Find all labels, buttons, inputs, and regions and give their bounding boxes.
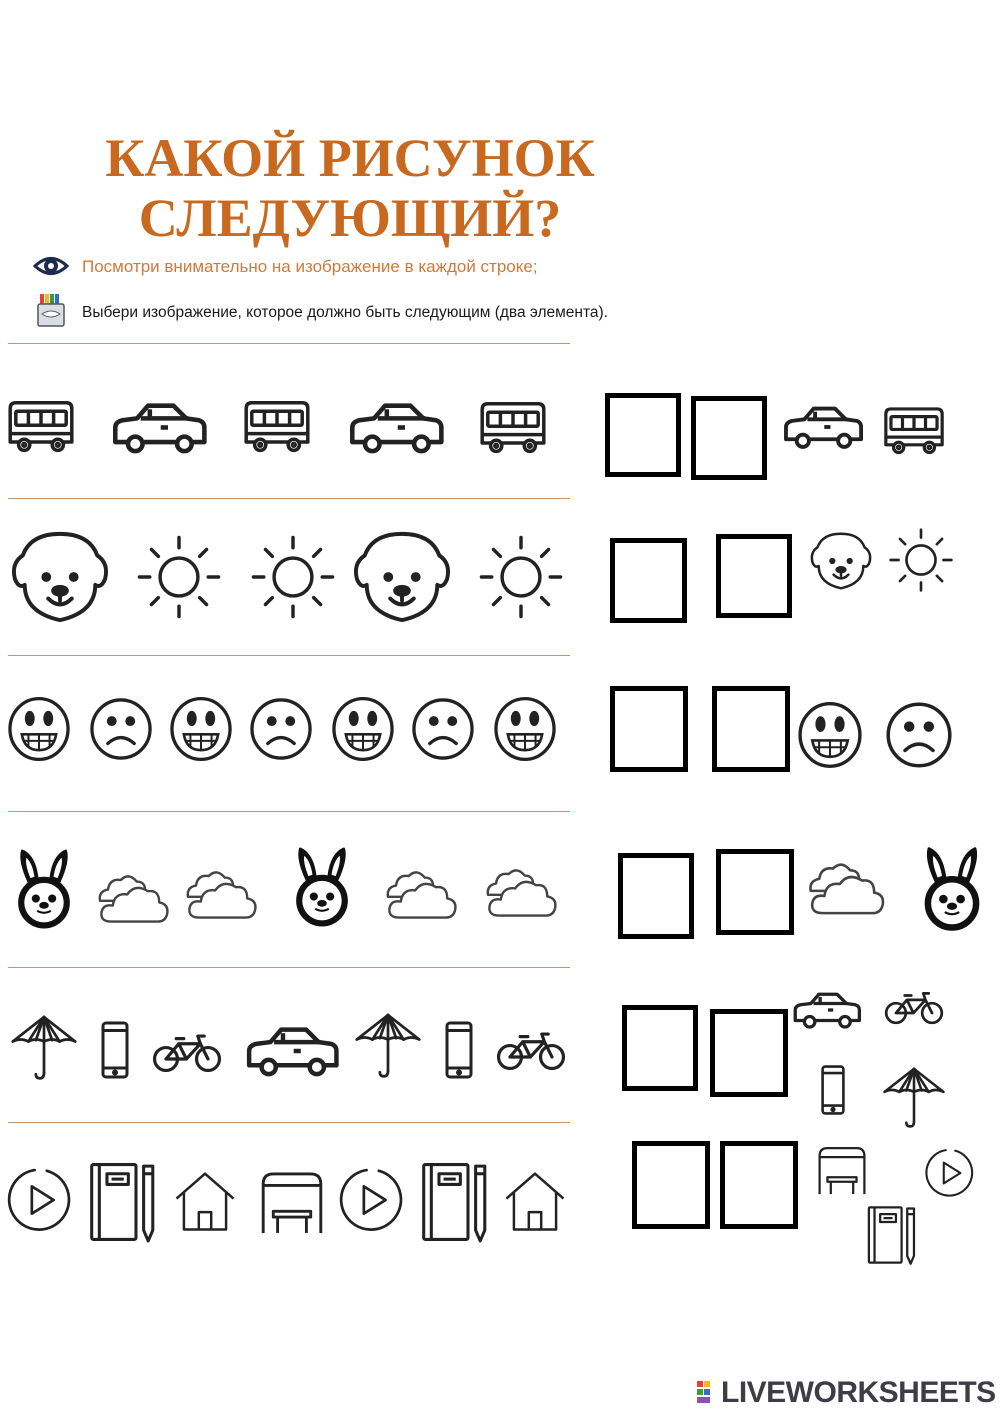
bus-stop-option-icon[interactable] [814, 1144, 870, 1196]
bunny-icon [10, 840, 78, 938]
answer-box[interactable] [610, 686, 688, 772]
dog-icon [352, 528, 452, 626]
sad-face-option-icon[interactable] [884, 698, 954, 772]
worksheet-title-line-2: СЛЕДУЮЩИЙ? [138, 188, 562, 248]
car-icon [108, 400, 208, 455]
house-icon [174, 1160, 236, 1242]
sun-icon [250, 528, 336, 626]
happy-face-icon [6, 694, 72, 764]
sad-face-icon [248, 694, 314, 764]
answer-box[interactable] [622, 1005, 698, 1091]
play-button-icon [6, 1162, 74, 1238]
car-option-icon[interactable] [790, 988, 862, 1032]
answer-box[interactable] [712, 686, 790, 772]
answer-box[interactable] [618, 853, 694, 939]
sun-icon [478, 528, 564, 626]
bunny-option-icon[interactable] [916, 836, 988, 942]
row-divider [8, 811, 570, 812]
happy-face-icon [168, 694, 234, 764]
liveworksheets-watermark [697, 1376, 996, 1410]
instruction-choose: Выбери изображение, которое должно быть следующим (два элемента). [82, 304, 608, 321]
cloud-icon [380, 868, 460, 924]
watermark-text: LIVEWORKSHEETS [721, 1376, 996, 1409]
sad-face-icon [88, 694, 154, 764]
cloud-icon [180, 868, 260, 924]
happy-face-icon [492, 694, 558, 764]
bus-icon [478, 401, 548, 457]
notebook-icon [88, 1160, 158, 1244]
row-divider [8, 1122, 570, 1123]
phone-option-icon[interactable] [820, 1064, 846, 1116]
dog-option-icon[interactable] [806, 530, 876, 592]
happy-face-icon [330, 694, 396, 764]
cloud-option-icon[interactable] [802, 860, 888, 920]
play-button-icon [338, 1162, 406, 1238]
bicycle-icon [496, 1026, 566, 1074]
answer-box[interactable] [610, 538, 687, 623]
row-divider [8, 967, 570, 968]
umbrella-icon [10, 1006, 78, 1088]
car-icon [242, 1020, 340, 1082]
notebook-option-icon[interactable] [866, 1204, 918, 1266]
bus-option-icon[interactable] [882, 406, 946, 458]
bus-icon [6, 400, 76, 456]
instruction-look: Посмотри внимательно на изображение в каждой строке; [82, 257, 538, 276]
eye-icon [33, 253, 69, 279]
bus-stop-icon [256, 1168, 328, 1236]
answer-box[interactable] [605, 393, 681, 477]
umbrella-option-icon[interactable] [882, 1058, 946, 1136]
bus-icon [242, 400, 312, 456]
row-divider [8, 655, 570, 656]
bicycle-icon [152, 1028, 222, 1076]
answer-box[interactable] [691, 396, 767, 480]
bicycle-option-icon[interactable] [884, 986, 944, 1028]
happy-face-option-icon[interactable] [796, 694, 864, 776]
answer-box[interactable] [710, 1009, 788, 1097]
dog-icon [10, 528, 110, 626]
answer-box[interactable] [716, 849, 794, 935]
crayons-icon [36, 292, 66, 328]
answer-box[interactable] [716, 534, 792, 618]
bunny-icon [288, 838, 356, 936]
sun-icon [136, 528, 222, 626]
car-option-icon[interactable] [779, 404, 865, 450]
car-icon [345, 400, 445, 455]
umbrella-icon [354, 1004, 422, 1086]
worksheet-title-line-1: КАКОЙ РИСУНОК [105, 128, 595, 188]
header-divider [8, 343, 570, 344]
notebook-icon [420, 1160, 490, 1244]
sun-option-icon[interactable] [888, 520, 954, 600]
answer-box[interactable] [720, 1141, 798, 1229]
liveworksheets-logo-icon [697, 1379, 719, 1407]
play-button-option-icon[interactable] [924, 1144, 976, 1202]
house-icon [504, 1160, 566, 1242]
sad-face-icon [410, 694, 476, 764]
row-divider [8, 498, 570, 499]
phone-icon [100, 1020, 130, 1080]
cloud-icon [92, 872, 172, 928]
cloud-icon [480, 866, 560, 922]
answer-box[interactable] [632, 1141, 710, 1229]
phone-icon [444, 1020, 474, 1080]
